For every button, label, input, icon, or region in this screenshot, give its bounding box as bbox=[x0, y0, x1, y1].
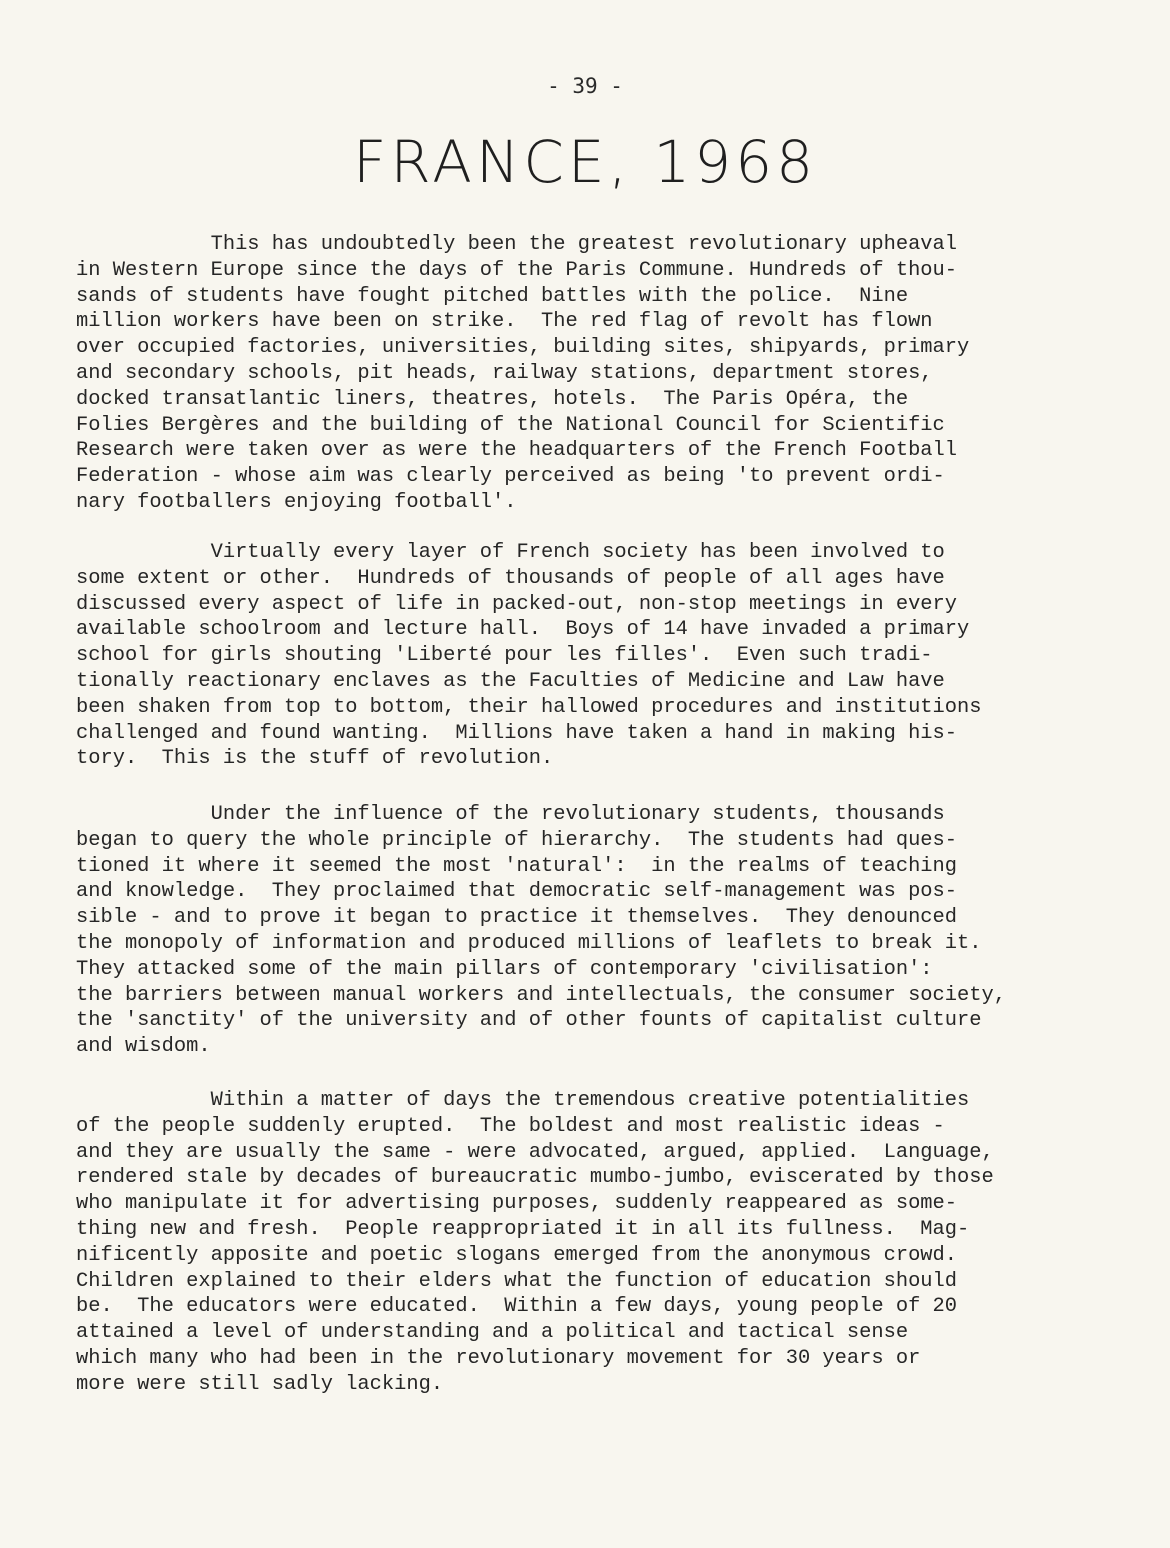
paragraph-2: Virtually every layer of French society has been involved to some extent or other. Hundreds of thousands of people of all ages have discussed every aspect of life in packed-out, non-stop meetings in every available schoolroom and lecture hall. Boys of 14 have invaded a primary school for girls shouting 'Liberté pour les filles'. Even such tradi- tionally reactionary enclaves as the Faculties of Medicine and Law have been shaken from top to bottom, their hallowed procedures and institutions challenged and found wanting. Millions have taken a hand in making his- tory. This is the stuff of revolution. bbox=[76, 541, 982, 771]
paragraph-1: This has undoubtedly been the greatest revolutionary upheaval in Western Europe since the days of the Paris Commune. Hundreds of thou- sands of students have fought pitched battles with the police. Nine million workers have been on strike. The red flag of revolt has flown over occupied factories, universities, building sites, shipyards, primary and secondary schools, pit heads, railway stations, department stores, docked transatlantic liners, theatres, hotels. The Paris Opéra, the Folies Bergères and the building of the National Council for Scientific Research were taken over as were the headquarters of the French Football Federation - whose aim was clearly perceived as being 'to prevent ordi- nary footballers enjoying football'. bbox=[76, 233, 970, 514]
paragraph-4: Within a matter of days the tremendous creative potentialities of the people suddenly erupted. The boldest and most realistic ideas - and they are usually the same - were advocated, argued, applied. Language, rendered stale by decades of bureaucratic mumbo-jumbo, eviscerated by those who manipulate it for advertising purposes, suddenly reappeared as some- thing new and fresh. People reappropriated it in all its fullness. Mag- nificently apposite and poetic slogans emerged from the anonymous crowd. Children explained to their elders what the function of education should be. The educators were educated. Within a few days, young people of 20 attained a level of understanding and a political and tactical sense which many who had been in the revolutionary movement for 30 years or more were still sadly lacking. bbox=[76, 1089, 994, 1396]
page-number: - 39 - bbox=[547, 74, 623, 98]
paragraph-3: Under the influence of the revolutionary students, thousands began to query the whole principle of hierarchy. The students had ques- tioned it where it seemed the most 'natural': in the realms of teaching and knowledge. They proclaimed that democratic self-management was pos- sible - and to prove it began to practice it themselves. They denounced the monopoly of information and produced millions of leaflets to break it. They attacked some of the main pillars of contemporary 'civilisation': the barriers between manual workers and intellectuals, the consumer society, the 'sanctity' of the university and of other founts of capitalist culture and wisdom. bbox=[76, 803, 1006, 1059]
page-title: FRANCE, 1968 bbox=[353, 128, 817, 196]
